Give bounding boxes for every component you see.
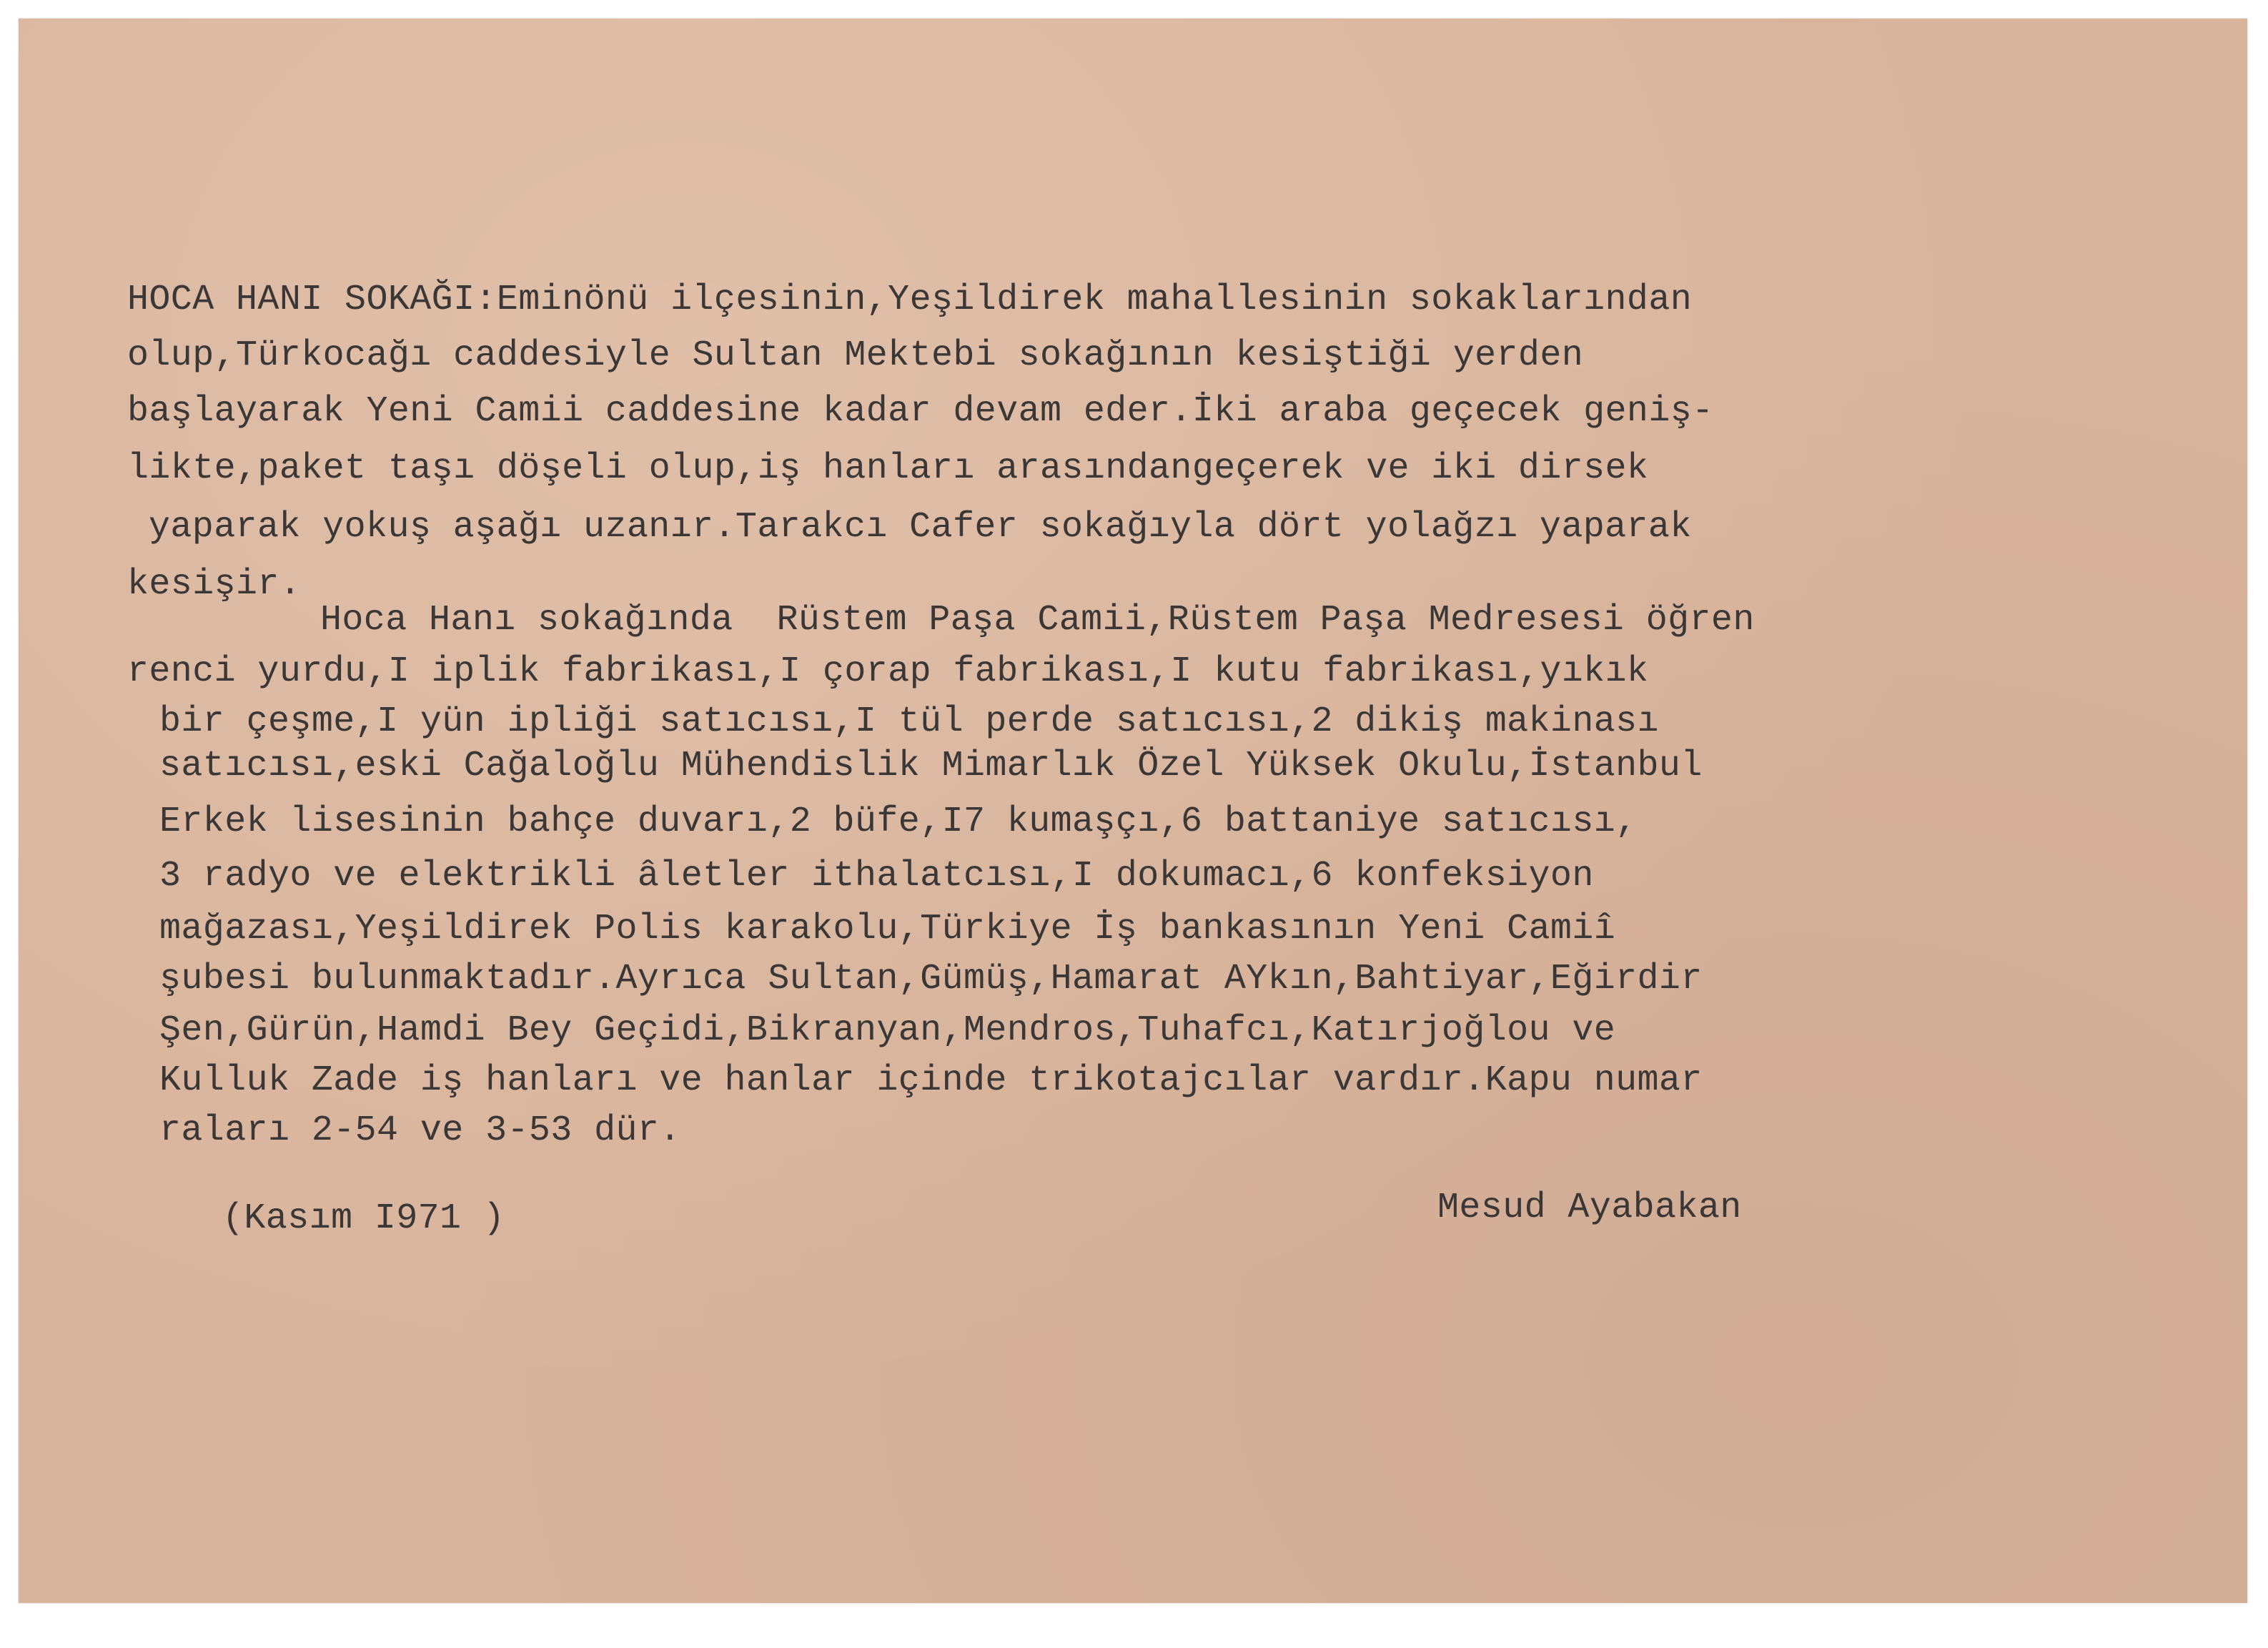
author-name: Mesud Ayabakan (1437, 1188, 1742, 1228)
text-line: renci yurdu,I iplik fabrikası,I çorap fabrikası,I kutu fabrikası,yıkık (127, 651, 1649, 692)
text-line: Hoca Hanı sokağında Rüstem Paşa Camii,Rüstem Paşa Medresesi öğren (320, 600, 1755, 641)
text-line: yaparak yokuş aşağı uzanır.Tarakcı Cafer sokağıyla dört yolağzı yaparak (149, 507, 1692, 548)
text-line: kesişir. (127, 564, 302, 605)
index-card (19, 19, 2247, 1603)
text-line: mağazası,Yeşildirek Polis karakolu,Türkiye İş bankasının Yeni Camiî (159, 909, 1616, 949)
text-line: başlayarak Yeni Camii caddesine kadar devam eder.İki araba geçecek geniş- (127, 391, 1714, 432)
text-line: raları 2-54 ve 3-53 dür. (159, 1110, 681, 1151)
text-line: bir çeşme,I yün ipliği satıcısı,I tül perde satıcısı,2 dikiş makinası (159, 701, 1659, 742)
text-line: satıcısı,eski Cağaloğlu Mühendislik Mimarlık Özel Yüksek Okulu,İstanbul (159, 746, 1703, 786)
date-note: (Kasım I971 ) (222, 1198, 505, 1239)
typed-paragraph (127, 280, 1755, 1151)
text-line: şubesi bulunmaktadır.Ayrıca Sultan,Gümüş,Hamarat AYkın,Bahtiyar,Eğirdir (159, 959, 1703, 1000)
text-line: Erkek lisesinin bahçe duvarı,2 büfe,I7 kumaşçı,6 battaniye satıcısı, (159, 801, 1638, 842)
text-line: Kulluk Zade iş hanları ve hanlar içinde trikotajcılar vardır.Kapu numar (159, 1060, 1703, 1101)
text-line: 3 radyo ve elektrikli âletler ithalatcısı,I dokumacı,6 konfeksiyon (159, 856, 1594, 897)
text-line: olup,Türkocağı caddesiyle Sultan Mektebi sokağının kesiştiği yerden (127, 335, 1584, 376)
text-line: Şen,Gürün,Hamdi Bey Geçidi,Bikranyan,Mendros,Tuhafcı,Katırjoğlou ve (159, 1010, 1616, 1051)
text-line: likte,paket taşı döşeli olup,iş hanları arasındangeçerek ve iki dirsek (127, 448, 1649, 489)
text-line: HOCA HANI SOKAĞI:Eminönü ilçesinin,Yeşildirek mahallesinin sokaklarından (127, 280, 1693, 320)
